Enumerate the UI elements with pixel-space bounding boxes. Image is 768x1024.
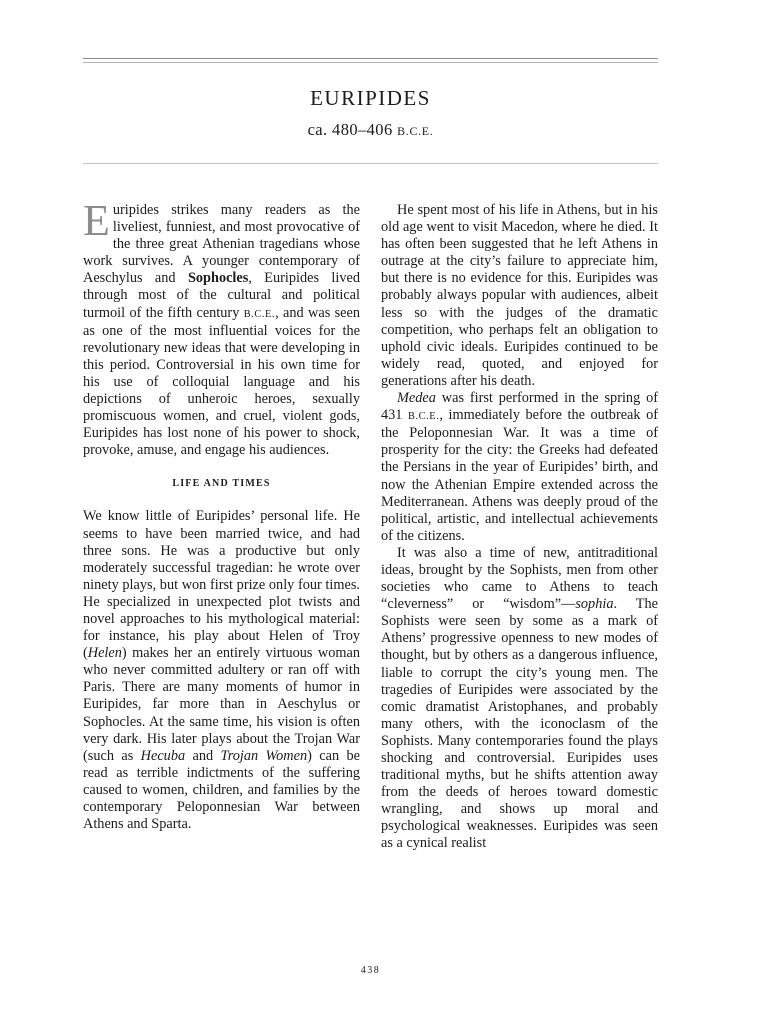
drop-cap: E <box>83 196 110 245</box>
life-paragraph <box>83 508 360 833</box>
text-run: and <box>185 747 221 764</box>
subtitle-era: B.C.E. <box>397 124 434 138</box>
page-number: 438 <box>360 965 381 976</box>
text-run: It was also a time of new, antitraditional ideas, brought by the Sophists, men from other societies who came to Athens to teach “cleverness” or “wisdom”— <box>381 544 658 613</box>
text-run: was first performed in the spring of 431 <box>381 390 658 424</box>
small-caps-era: B.C.E. <box>243 308 276 320</box>
italic-title-helen: Helen <box>87 645 122 662</box>
subtitle-dates: ca. 480–406 <box>307 120 398 139</box>
page-title: EURIPIDES <box>310 86 431 110</box>
text-run: , and was seen as one of the most influential voices for the revolutionary new ideas that were developing in this period. Controversial in his own time for his use of colloquial language and his depictions of unheroic heroes, sexually promiscuous women, and cruel, violent gods, Euripides has lost none of his power to shock, provoke, amuse, and engage his audiences. <box>83 304 361 459</box>
page-subtitle <box>83 119 658 142</box>
athens-paragraph: He spent most of his life in Athens, but in his old age went to visit Macedon, where he died. It has often been suggested that he left Athens in outrage at the city’s failure to appreciate him, but there is no evidence for this. Euripides was probably always popular with audiences, albeit less so with the judges of the dramatic competition, who perhaps felt an obligation to uphold civic ideals. Euripides continued to be widely read, quoted, and enjoyed for generations after his death. <box>381 202 658 389</box>
section-heading: LIFE AND TIMES <box>172 478 271 490</box>
italic-title-trojan-women: Trojan Women <box>220 747 308 764</box>
text-run: uripides strikes many readers as the liveliest, funniest, and most provocative of the three great Athenian tragedians whose work survives. A younger contemporary of Aeschylus and <box>83 202 360 287</box>
sophists-paragraph <box>381 545 658 853</box>
text-run: , immediately before the outbreak of the Peloponnesian War. It was a time of prosperity for the city: the Greeks had defeated the Persians in the year of Euripides’ birth, and now the Athenian Empire extended across the Mediterranean. Athens was deeply proud of the political, artistic, and intellectual achievements of the citizens. <box>381 407 658 544</box>
right-column <box>381 202 658 853</box>
medea-paragraph <box>381 390 658 545</box>
text-run: , Euripides lived through most of the cultural and political turmoil of the fifth century <box>83 270 361 321</box>
header-top-rule <box>83 58 658 59</box>
left-column <box>83 196 361 833</box>
small-caps-era: B.C.E. <box>407 411 440 423</box>
italic-word-sophia: sophia <box>575 596 614 613</box>
text-run: ) makes her an entirely virtuous woman who never committed adultery or ran off with Paris. There are many moments of humor in Euripides, far more than in Aeschylus or Sophocles. At the same time, his vision is often very dark. His later plays about the Trojan War (such as <box>83 645 360 764</box>
header-top-rule-thin <box>83 62 658 63</box>
bold-name-sophocles: Sophocles <box>187 270 249 287</box>
header-bottom-rule <box>83 163 658 164</box>
italic-title-medea: Medea <box>397 390 436 407</box>
text-run: ) can be read as terrible indictments of the suffering caused to women, children, and families by the contemporary Peloponnesian War between Athens and Sparta. <box>83 747 360 833</box>
text-run: We know little of Euripides’ personal life. He seems to have been married twice, and had three sons. He was a productive but only moderately successful tragedian: he wrote over ninety plays, but won first prize only four times. He specialized in unexpected plot twists and novel approaches to his mythological material: for instance, his play about Helen of Troy ( <box>83 508 360 662</box>
italic-title-hecuba: Hecuba <box>140 747 186 764</box>
text-run: . The Sophists were seen by some as a mark of Athens’ progressive openness to new modes of thought, but by others as a dangerous influence, liable to corrupt the city’s young men. The tragedies of Euripides were associated by the comic dramatist Aristophanes, and probably many others, with the iconoclasm of the Sophists. Many contemporaries found the plays shocking and controversial. Euripides uses traditional myths, but he shifts attention away from the deeds of heroes toward domestic wrangling, and shows up moral and psychological weaknesses. Euripides was seen as a cynical realist <box>381 596 658 852</box>
intro-paragraph <box>83 196 361 459</box>
